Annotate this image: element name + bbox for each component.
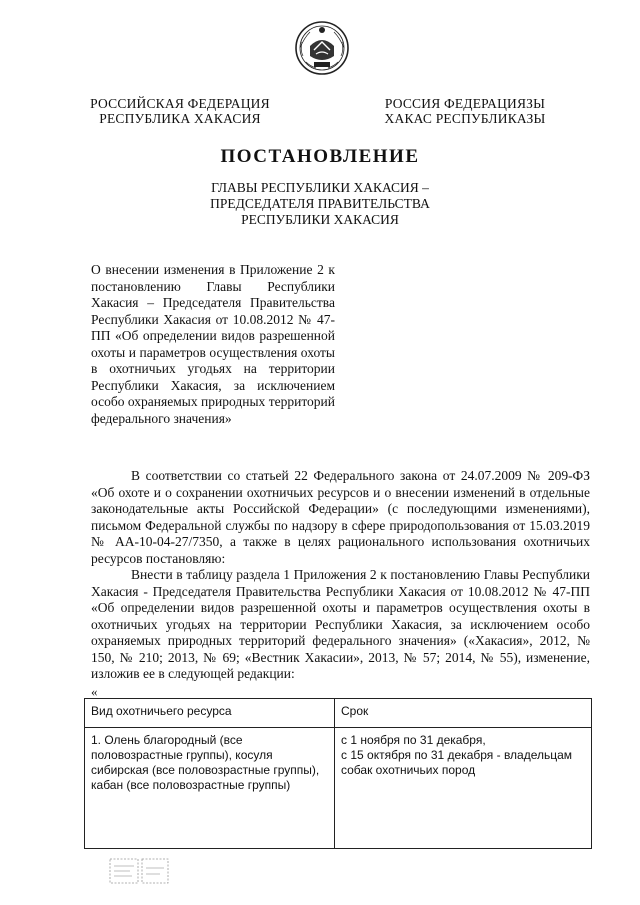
document-subtitle (180, 180, 460, 228)
document-title: ПОСТАНОВЛЕНИЕ (220, 146, 420, 167)
subtitle-line: ГЛАВЫ РЕСПУБЛИКИ ХАКАСИЯ – (211, 180, 429, 195)
table-cell-term (335, 728, 592, 849)
table-header-term: Срок (335, 699, 592, 728)
registration-stamp-icon (108, 856, 172, 886)
table-row (85, 728, 592, 849)
table-cell-resource: 1. Олень благородный (все половозрастные группы), косуля сибирская (все половозрастные группы), кабан (все половозрастные группы) (85, 728, 335, 849)
table-header-row (85, 699, 592, 728)
coat-of-arms-emblem-icon (294, 20, 350, 76)
header-left (90, 96, 270, 126)
hunting-resource-table (84, 698, 592, 849)
body-paragraph: В соответствии со статьей 22 Федерального закона от 24.07.2009 № 209-ФЗ «Об охоте и о сохранении охотничьих ресурсов и о внесении изменений в отдельные законодательные акты Российской Федерации» (с последующими изменениями), письмом Федеральной службы по надзору в сфере природопользования от 15.03.2019 № АА-10-04-27/7350, а также в целях рационального использования охотничьих ресурсов постановляю: (91, 468, 590, 566)
header-left-line2: РЕСПУБЛИКА ХАКАСИЯ (99, 111, 261, 126)
document-body (91, 468, 590, 683)
opening-quote: « (91, 684, 98, 699)
table-header-resource: Вид охотничьего ресурса (85, 699, 335, 728)
body-paragraph: Внести в таблицу раздела 1 Приложения 2 к постановлению Главы Республики Хакасия - Председателя Правительства Республики Хакасия от 10.08.2012 № 47-ПП «Об определении видов разрешенной охоты и параметров осуществления охоты в охотничьих угодьях на территории Республики Хакасия, за исключением особо охраняемых природных территорий федерального значения» («Хакасия», 2012, № 150, № 210; 2013, № 69; «Вестник Хакасии», 2013, № 57; 2014, № 55), изменение, изложив ее в следующей редакции: (91, 567, 590, 681)
subtitle-line: ПРЕДСЕДАТЕЛЯ ПРАВИТЕЛЬСТВА (210, 196, 430, 211)
term-line: с 15 октября по 31 декабря - владельцам собак охотничьих пород (341, 748, 573, 777)
header-right-line1: РОССИЯ ФЕДЕРАЦИЯЗЫ (384, 96, 546, 111)
header-right-line2: ХАКАС РЕСПУБЛИКАЗЫ (384, 111, 546, 126)
term-line: с 1 ноября по 31 декабря, (341, 733, 486, 747)
document-subject: О внесении изменения в Приложение 2 к постановлению Главы Республики Хакасия – Председателя Правительства Республики Хакасия от 10.08.2012 № 47-ПП «Об определении видов разрешенной охоты и параметров осуществления охоты в охотничьих угодьях на территории Республики Хакасия, за исключением особо охраняемых природных территорий федерального значения» (91, 262, 335, 426)
subtitle-line: РЕСПУБЛИКИ ХАКАСИЯ (241, 212, 399, 227)
header-left-line1: РОССИЙСКАЯ ФЕДЕРАЦИЯ (90, 96, 270, 111)
header-right (380, 96, 550, 126)
